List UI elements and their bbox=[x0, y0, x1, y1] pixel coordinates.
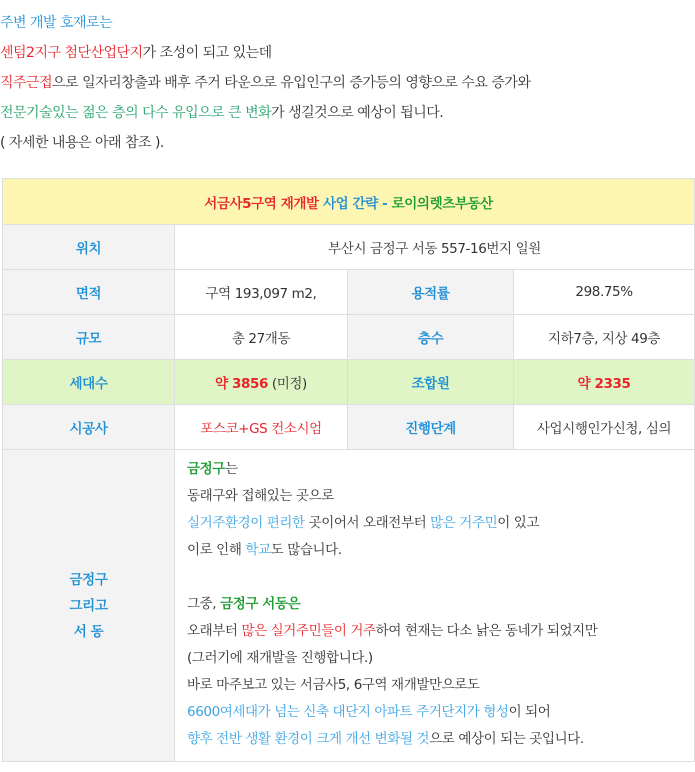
intro-line-1: 주변 개발 호재로는 bbox=[0, 15, 113, 31]
desc-highlight: 많은 거주민 bbox=[430, 515, 498, 531]
area-value: 구역 193,097 m2, bbox=[175, 270, 348, 315]
intro-line-3 bbox=[0, 68, 695, 98]
stage-label: 진행단계 bbox=[348, 405, 514, 450]
desc-highlight: 6600여세대가 넘는 신축 대단지 아파트 주거단지가 형성 bbox=[187, 704, 509, 720]
region-label-line: 서 동 bbox=[73, 623, 104, 640]
intro-text-span: 가 조성이 되고 있는데 bbox=[142, 45, 272, 61]
desc-line bbox=[187, 699, 694, 726]
location-value: 부산시 금정구 서동 557-16번지 일원 bbox=[175, 225, 695, 270]
builder-label: 시공사 bbox=[3, 405, 175, 450]
desc-text: 도 많습니다. bbox=[270, 542, 342, 558]
desc-line: (그러기에 재개발을 진행합니다.) bbox=[187, 650, 373, 666]
region-label-line: 금정구 bbox=[69, 571, 108, 588]
builder-value: 포스코+GS 컨소시엄 bbox=[175, 405, 348, 450]
scale-value: 총 27개동 bbox=[175, 315, 348, 360]
far-label: 용적률 bbox=[348, 270, 514, 315]
desc-text: 이 있고 bbox=[497, 515, 540, 531]
desc-line bbox=[187, 726, 694, 753]
members-value: 약 2335 bbox=[514, 360, 695, 405]
desc-highlight: 금정구 bbox=[187, 461, 225, 477]
desc-highlight: 실거주환경이 편리한 bbox=[187, 515, 305, 531]
desc-text: 곳이어서 오래전부터 bbox=[304, 515, 431, 531]
desc-text: 그중, bbox=[187, 596, 221, 612]
title-mid: 사업 간략 - bbox=[318, 195, 392, 212]
desc-highlight: 금정구 서동은 bbox=[220, 596, 301, 612]
desc-text: 하여 현재는 다소 낡은 동네가 되었지만 bbox=[375, 623, 598, 639]
table-row-area bbox=[3, 270, 695, 315]
desc-line bbox=[187, 591, 694, 618]
desc-line bbox=[187, 510, 694, 537]
desc-line: 바로 마주보고 있는 서금사5, 6구역 재개발만으로도 bbox=[187, 677, 480, 693]
desc-highlight: 많은 실거주민들이 거주 bbox=[241, 623, 376, 639]
desc-text: 오래부터 bbox=[187, 623, 242, 639]
intro-line-4 bbox=[0, 98, 695, 128]
floors-value: 지하7층, 지상 49층 bbox=[514, 315, 695, 360]
region-description bbox=[175, 450, 695, 762]
region-label bbox=[3, 450, 175, 762]
stage-value: 사업시행인가신청, 심의 bbox=[514, 405, 695, 450]
highlight-red: 직주근접 bbox=[0, 75, 53, 91]
desc-text: 이 되어 bbox=[508, 704, 551, 720]
desc-highlight: 학교 bbox=[245, 542, 271, 558]
table-title-row bbox=[3, 179, 695, 225]
highlight-red: 센텀2지구 첨단산업단지 bbox=[0, 45, 143, 61]
table-title bbox=[3, 179, 695, 225]
project-summary-table bbox=[2, 178, 695, 762]
title-project: 서금사5구역 재개발 bbox=[204, 195, 319, 212]
desc-line bbox=[187, 456, 694, 483]
households-count: 약 3856 bbox=[215, 376, 268, 392]
desc-line bbox=[187, 618, 694, 645]
table-row-builder bbox=[3, 405, 695, 450]
intro-text bbox=[0, 8, 695, 158]
far-value: 298.75% bbox=[514, 270, 695, 315]
desc-text: 으로 예상이 되는 곳입니다. bbox=[429, 731, 584, 747]
households-label: 세대수 bbox=[3, 360, 175, 405]
desc-line bbox=[187, 537, 694, 564]
region-label-line: 그리고 bbox=[69, 597, 108, 614]
floors-label: 층수 bbox=[348, 315, 514, 360]
desc-text: 이로 인해 bbox=[187, 542, 246, 558]
intro-text-span: 가 생길것으로 예상이 됩니다. bbox=[271, 105, 444, 121]
desc-highlight: 향후 전반 생활 환경이 크게 개선 변화될 것 bbox=[187, 731, 430, 747]
intro-line-5: ( 자세한 내용은 아래 참조 ). bbox=[0, 135, 164, 151]
households-note: (미정) bbox=[268, 376, 307, 392]
title-source: 로이의렛츠부동산 bbox=[391, 195, 493, 212]
highlight-green: 전문기술있는 젊은 층의 다수 유입으로 큰 변화 bbox=[0, 105, 272, 121]
scale-label: 규모 bbox=[3, 315, 175, 360]
table-row-households bbox=[3, 360, 695, 405]
table-row-scale bbox=[3, 315, 695, 360]
intro-text-span: 으로 일자리창출과 배후 주거 타운으로 유입인구의 증가등의 영향으로 수요 증가와 bbox=[52, 75, 531, 91]
area-label: 면적 bbox=[3, 270, 175, 315]
table-row-location bbox=[3, 225, 695, 270]
table-row-region bbox=[3, 450, 695, 762]
members-label: 조합원 bbox=[348, 360, 514, 405]
desc-text: 는 bbox=[224, 461, 238, 477]
intro-line-2 bbox=[0, 38, 695, 68]
desc-line: 동래구와 접해있는 곳으로 bbox=[187, 488, 334, 504]
desc-spacer bbox=[187, 564, 694, 591]
location-label: 위치 bbox=[3, 225, 175, 270]
households-value bbox=[175, 360, 348, 405]
